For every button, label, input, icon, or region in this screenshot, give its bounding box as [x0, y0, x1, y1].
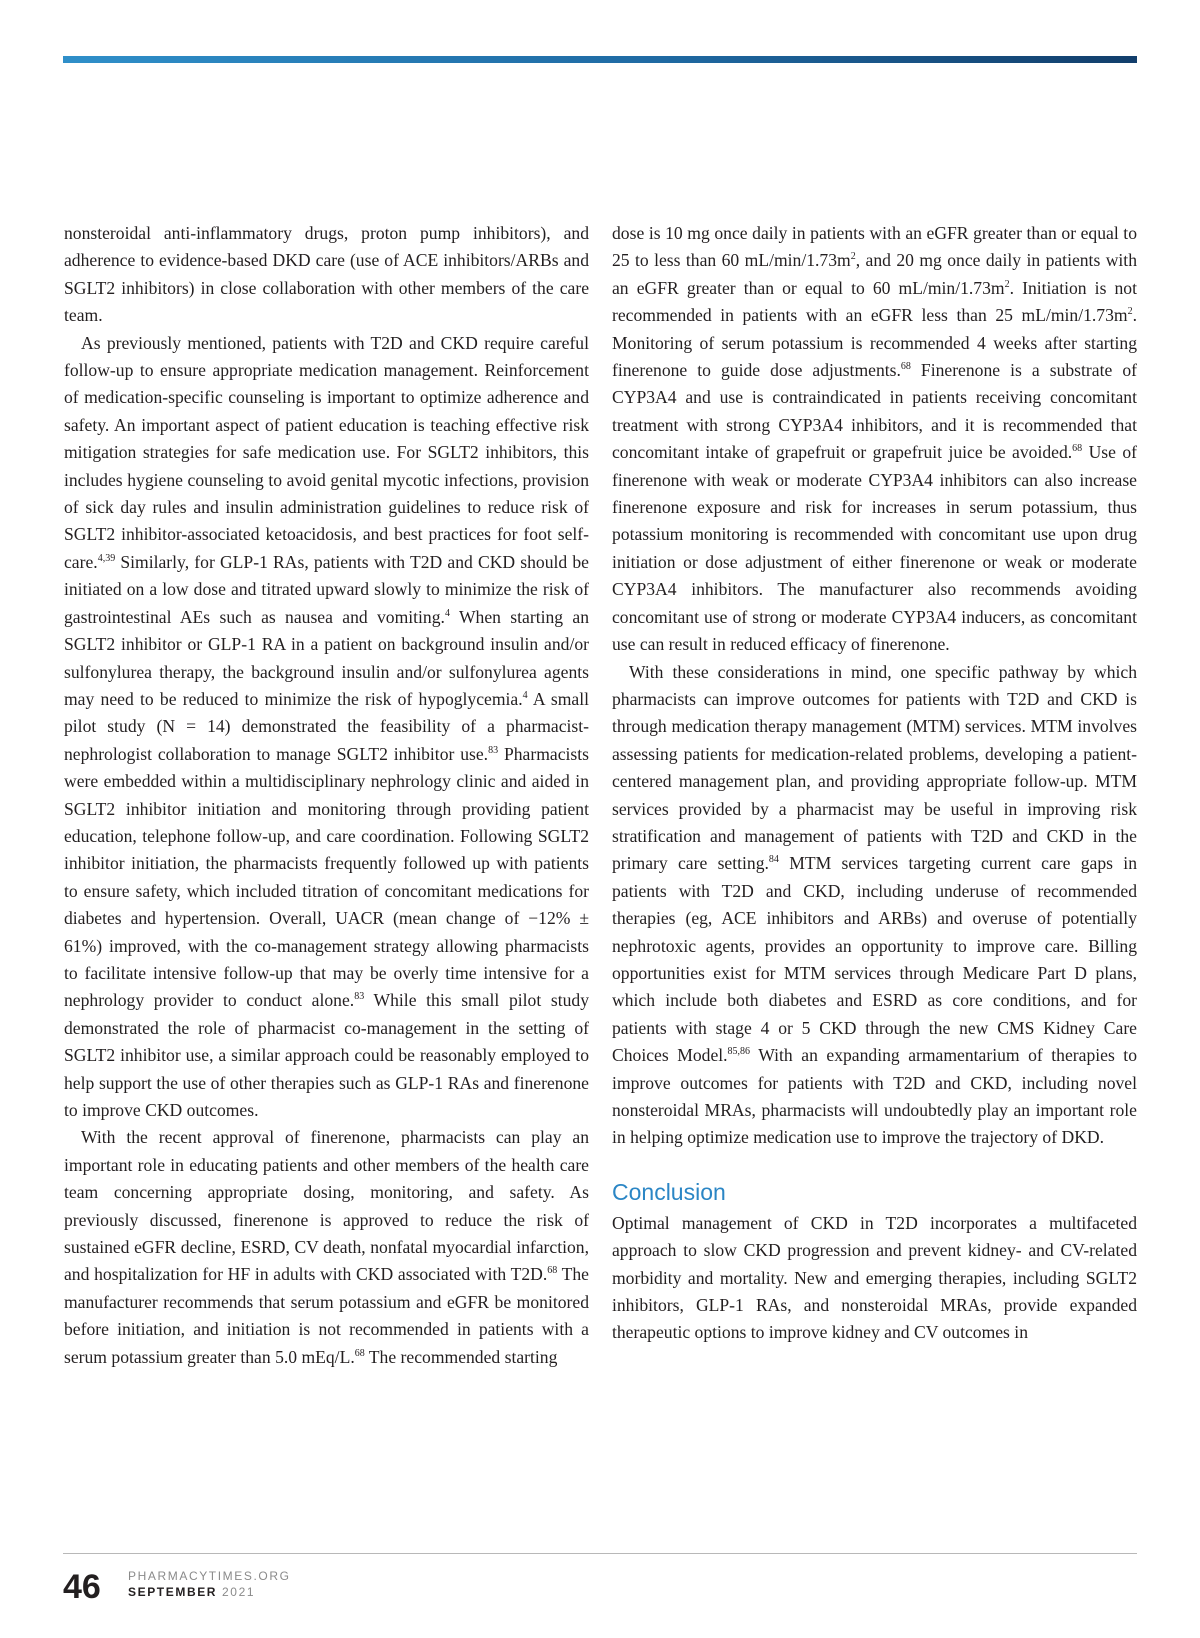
- left-column: [64, 220, 589, 1371]
- superscript: 2: [1127, 306, 1133, 318]
- text: When starting an SGLT2 inhibitor or GLP-1 RA in a patient on background insulin and/or sulfonylurea therapy, the background insulin and/or sulfonylurea agents may need to be reduced to minimize the risk of hypoglycemia.: [64, 606, 590, 709]
- paragraph: [64, 330, 589, 1125]
- text: Pharmacists were embedded within a multidisciplinary nephrology clinic and aided in SGLT2 inhibitor initiation and monitoring through providing patient education, telephone follow-up, and care coordination. Following SGLT2 inhibitor initiation, the pharmacists frequently followed up with patients to ensure safety, which included titration of concomitant medications for diabetes and hypertension. Overall, UACR (mean change of −12% ± 61%) improved, with the co-management strategy allowing pharmacists to facilitate intensive follow-up that may be overly time intensive for a nephrology provider to conduct alone.: [64, 743, 589, 1011]
- right-column: [612, 220, 1137, 1347]
- paragraph: Optimal management of CKD in T2D incorporates a multifaceted approach to slow CKD progression and prevent kidney- and CV-related morbidity and mortality. New and emerging therapies, including SGLT2 inhibitors, GLP-1 RAs, and nonsteroidal MRAs, provide expanded therapeutic options to improve kidney and CV outcomes in: [612, 1212, 1137, 1343]
- reference: 84: [768, 854, 779, 866]
- text: The manufacturer recommends that serum potassium and eGFR be monitored before initiation, and initiation is not recommended in patients with a serum potassium greater than 5.0 mEq/L.: [64, 1264, 589, 1367]
- footer-divider: [63, 1553, 1137, 1554]
- text: Use of finerenone with weak or moderate CYP3A4 inhibitors can also increase finerenone exposure and risk for increases in serum potassium, thus potassium monitoring is recommended with concomitant use upon drug initiation or dose adjustment of either finerenone or weak or moderate CYP3A4 inhibitors. The manufacturer also recommends avoiding concomitant use of strong or moderate CYP3A4 inducers, as concomitant use can result in reduced efficacy of finerenone.: [612, 442, 1137, 655]
- paragraph: [612, 659, 1137, 1152]
- reference: 68: [1072, 443, 1083, 455]
- reference: 68: [547, 1265, 558, 1277]
- superscript: 2: [850, 251, 856, 263]
- text: A small pilot study (N = 14) demonstrated the feasibility of a pharmacist-nephrologist collaboration to manage SGLT2 inhibitor use.: [64, 688, 589, 764]
- paragraph: [64, 1124, 589, 1371]
- text: With an expanding armamentarium of therapies to improve outcomes for patients with T2D and CKD, including novel nonsteroidal MRAs, pharmacists will undoubtedly play an important role in helping optimize medication use to improve the trajectory of DKD.: [612, 1045, 1137, 1148]
- text: As previously mentioned, patients with T2D and CKD require careful follow-up to ensure appropriate medication management. Reinforcement of medication-specific counseling is important to optimize adherence and safety. An important aspect of patient education is teaching effective risk mitigation strategies for safe medication use. For SGLT2 inhibitors, this includes hygiene counseling to avoid genital mycotic infections, provision of sick day rules and insulin administration guidelines to reduce risk of SGLT2 inhibitor-associated ketoacidosis, and best practices for foot self-care.: [64, 332, 589, 572]
- text: Finerenone is a substrate of CYP3A4 and use is contraindicated in patients receiving concomitant treatment with strong CYP3A4 inhibitors, and it is recommended that concomitant intake of grapefruit or grapefruit juice be avoided.: [612, 360, 1137, 463]
- reference: 4: [444, 607, 450, 619]
- text: The recommended starting: [364, 1346, 558, 1367]
- reference: 4: [522, 689, 528, 701]
- reference: 83: [354, 991, 365, 1003]
- footer-year: 2021: [222, 1585, 256, 1599]
- text: . Initiation is not recommended in patients with an eGFR less than 25 mL/min/1.73m: [612, 277, 1137, 326]
- footer-date: [128, 1585, 255, 1599]
- text: MTM services targeting current care gaps in patients with T2D and CKD, including underuse of recommended therapies (eg, ACE inhibitors and ARBs) and overuse of potentially nephrotoxic agents, provides an opportunity to improve care. Billing opportunities exist for MTM services through Medicare Part D plans, which include both diabetes and ESRD as core conditions, and for patients with stage 4 or 5 CKD through the new CMS Kidney Care Choices Model.: [612, 853, 1137, 1066]
- reference: 68: [354, 1347, 365, 1359]
- superscript: 2: [1004, 278, 1010, 290]
- text: While this small pilot study demonstrated the role of pharmacist co-management in the setting of SGLT2 inhibitor use, a similar approach could be reasonably employed to help support the use of other therapies such as GLP-1 RAs and finerenone to improve CKD outcomes.: [64, 990, 589, 1120]
- reference: 85,86: [727, 1046, 751, 1058]
- footer-month: SEPTEMBER: [128, 1585, 218, 1599]
- header-color-bar: [63, 56, 1137, 63]
- text: , and 20 mg once daily in patients with an eGFR greater than or equal to 60 mL/min/1.73m: [612, 250, 1137, 298]
- text: dose is 10 mg once daily in patients with an eGFR greater than or equal to 25 to less than 60 mL/min/1.73m: [612, 223, 1137, 271]
- footer-site: PHARMACYTIMES.ORG: [128, 1569, 291, 1583]
- text: . Monitoring of serum potassium is recommended 4 weeks after starting finerenone to guide dose adjustments.: [612, 305, 1137, 381]
- text: With these considerations in mind, one specific pathway by which pharmacists can improve outcomes for patients with T2D and CKD is through medication therapy management (MTM) services. MTM involves assessing patients for medication-related problems, developing a patient-centered management plan, and providing appropriate follow-up. MTM services provided by a pharmacist may be useful in improving risk stratification and management of patients with T2D and CKD in the primary care setting.: [612, 661, 1137, 874]
- section-heading-conclusion: Conclusion: [612, 1178, 726, 1205]
- page-number: 46: [63, 1568, 101, 1606]
- reference: 68: [900, 361, 911, 373]
- text: Similarly, for GLP-1 RAs, patients with T2D and CKD should be initiated on a low dose and titrated upward slowly to minimize the risk of gastrointestinal AEs such as nausea and vomiting.: [64, 551, 589, 627]
- reference: 4,39: [97, 552, 116, 564]
- reference: 83: [488, 744, 499, 756]
- paragraph: nonsteroidal anti-inflammatory drugs, proton pump inhibitors), and adherence to evidence-based DKD care (use of ACE inhibitors/ARBs and SGLT2 inhibitors) in close collaboration with other members of the care team.: [64, 223, 589, 326]
- text: With the recent approval of finerenone, pharmacists can play an important role in educating patients and other members of the health care team concerning appropriate dosing, monitoring, and safety. As previously discussed, finerenone is approved to reduce the risk of sustained eGFR decline, ESRD, CV death, nonfatal myocardial infarction, and hospitalization for HF in adults with CKD associated with T2D.: [64, 1127, 589, 1285]
- paragraph: [612, 220, 1137, 659]
